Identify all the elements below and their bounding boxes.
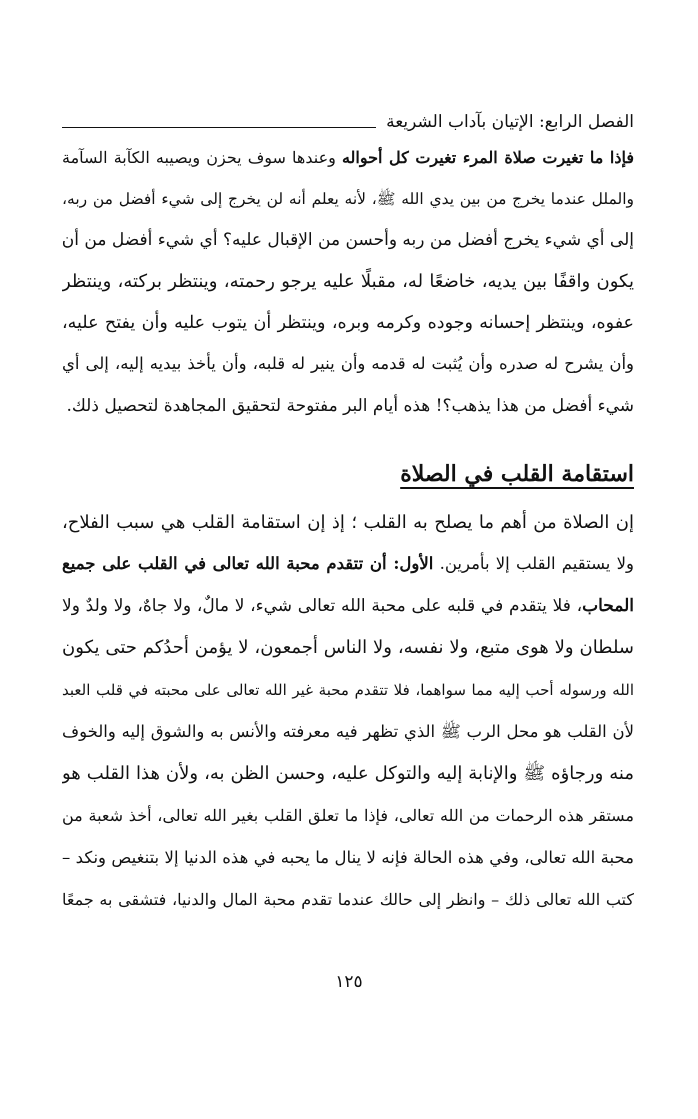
paragraph1-line3: إلى أي شيء يخرج أفضل من ربه وأحسن من الإقبال عليه؟ أي شيء أفضل من أن bbox=[62, 230, 634, 250]
paragraph2-line3 bbox=[62, 588, 634, 628]
paragraph2-line9: محبة الله تعالى، وفي هذه الحالة فإنه لا ينال ما يحبه في هذه الدنيا إلا بتنغيص ونكد – bbox=[62, 848, 634, 867]
header-rule bbox=[62, 127, 376, 128]
paragraph2-line5: الله ورسوله أحب إليه مما سواهما، فلا تتقدم محبة غير الله تعالى على محبته في قلب العبد bbox=[62, 681, 634, 699]
body-text: وعندها سوف يحزن ويصيبه الكآبة السآمة bbox=[62, 148, 342, 167]
body-text: ولا يستقيم القلب إلا بأمرين. bbox=[433, 554, 634, 573]
paragraph1-line7: شيء أفضل من هذا يذهب؟! هذه أيام البر مفتوحة لتحقيق المجاهدة لتحصيل ذلك. bbox=[66, 396, 634, 416]
paragraph2-line2 bbox=[62, 546, 634, 586]
paragraph2-line8: مستقر هذه الرحمات من الله تعالى، فإذا ما تعلق القلب بغير الله تعالى، أخذ شعبة من bbox=[62, 806, 634, 825]
emphasis-text: الأول: أن تتقدم محبة الله تعالى في القلب على جميع bbox=[62, 554, 434, 573]
section-heading: استقامة القلب في الصلاة bbox=[400, 461, 634, 487]
emphasis-text: المحاب bbox=[582, 596, 634, 616]
paragraph1-line2: والملل عندما يخرج من بين يدي الله ﷺ، لأنه يعلم أنه لن يخرج إلى شيء أفضل من ربه، bbox=[62, 190, 634, 208]
paragraph1-line4: يكون واقفًا بين يديه، خاضعًا له، مقبلًا عليه يرجو رحمته، وينتظر بركته، وينتظر bbox=[62, 271, 634, 292]
paragraph1-line6: وأن يشرح له صدره وأن يُثبت له قدمه وأن ينير له قلبه، وأن يأخذ بيديه إليه، إلى أي bbox=[62, 354, 634, 373]
paragraph1-line5: عفوه، وينتظر إحسانه وجوده وكرمه وبره، وينتظر أن يتوب عليه وأن يفتح عليه، bbox=[62, 313, 634, 333]
paragraph2-line1: إن الصلاة من أهم ما يصلح به القلب ؛ إذ إن استقامة القلب هي سبب الفلاح، bbox=[62, 512, 634, 533]
paragraph1-line1 bbox=[62, 140, 634, 180]
running-header bbox=[62, 103, 634, 133]
paragraph2-line7: منه ورجاؤه ﷺ والإنابة إليه والتوكل عليه، وحسن الظن به، ولأن هذا القلب هو bbox=[62, 763, 634, 784]
page-number: ١٢٥ bbox=[335, 972, 363, 992]
body-text: ، فلا يتقدم في قلبه على محبة الله تعالى شيء، لا مالٌ، ولا جاهٌ، ولا ولدٌ ولا bbox=[62, 596, 583, 616]
paragraph2-line6: لأن القلب هو محل الرب ﷺ الذي تظهر فيه معرفته والأنس به والشوق إليه والخوف bbox=[62, 722, 634, 741]
paragraph2-line10: كتب الله تعالى ذلك – وانظر إلى حالك عندما تقدم محبة المال والدنيا، فتشقى به جمعًا bbox=[62, 890, 634, 909]
emphasis-text: فإذا ما تغيرت صلاة المرء تغيرت كل أحواله bbox=[341, 148, 634, 167]
paragraph2-line4: سلطان ولا هوى متبع، ولا نفسه، ولا الناس أجمعون، لا يؤمن أحدُكم حتى يكون bbox=[62, 637, 634, 658]
chapter-title: الفصل الرابع: الإتيان بآداب الشريعة bbox=[386, 112, 634, 132]
